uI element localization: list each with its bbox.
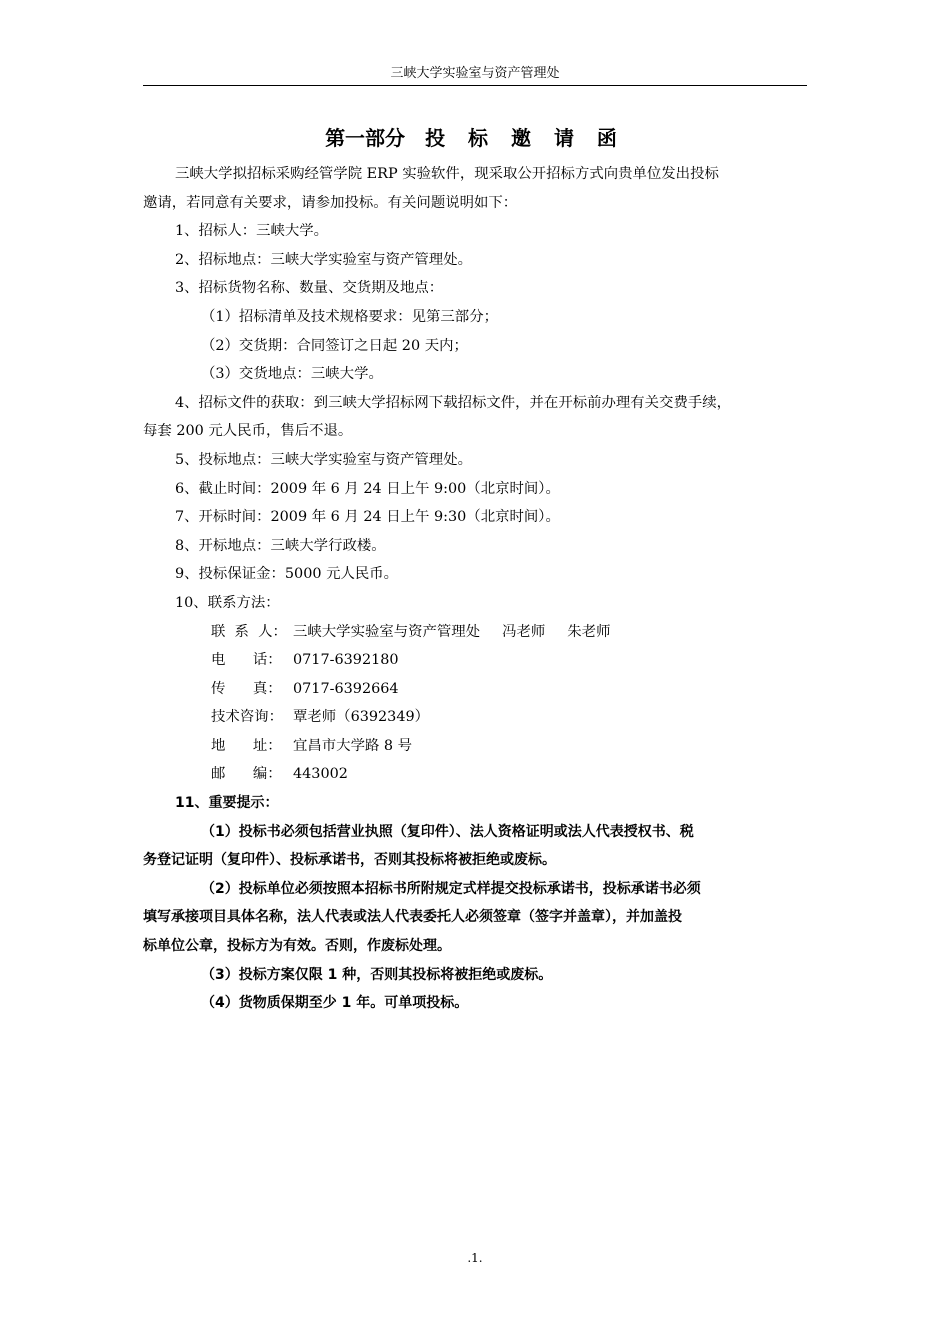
title-part: 第一部分 [325, 126, 406, 150]
item-6: 6、截止时间：2009 年 6 月 24 日上午 9:00（北京时间）。 [175, 480, 560, 497]
contact-postcode-value: 443002 [293, 766, 348, 783]
item-1: 1、招标人：三峡大学。 [175, 223, 329, 240]
contact-tech-row [143, 703, 807, 732]
notice-4: （4）货物质保期至少 1 年。可单项投标。 [201, 995, 469, 1012]
title-name: 投 标 邀 请 函 [425, 126, 625, 150]
contact-address-row [143, 732, 807, 761]
item-4-line-1: 4、招标文件的获取：到三峡大学招标网下载招标文件，并在开标前办理有关交费手续， [175, 394, 732, 411]
contact-phone-value: 0717-6392180 [293, 652, 399, 669]
item-4-line-2: 每套 200 元人民币，售后不退。 [143, 423, 353, 440]
document-body [143, 160, 807, 1018]
contact-tech-value: 覃老师（6392349） [293, 709, 430, 726]
item-3-2: （2）交货期：合同签订之日起 20 天内； [201, 337, 468, 354]
notice-2-line-1: （2）投标单位必须按照本招标书所附规定式样提交投标承诺书，投标承诺书必须 [201, 880, 701, 897]
notice-1-line-2: 务登记证明（复印件）、投标承诺书，否则其投标将被拒绝或废标。 [143, 852, 556, 869]
header-divider [143, 85, 807, 86]
item-9: 9、投标保证金：5000 元人民币。 [175, 566, 399, 583]
contact-address-value: 宜昌市大学路 8 号 [293, 737, 413, 754]
page-number: .1. [467, 1251, 483, 1265]
intro-line-2: 邀请，若同意有关要求，请参加投标。有关问题说明如下： [143, 194, 518, 211]
item-3-3: （3）交货地点：三峡大学。 [201, 366, 383, 383]
item-10: 10、联系方法： [175, 594, 280, 611]
contact-fax-row [143, 675, 807, 704]
notice-1-line-1: （1）投标书必须包括营业执照（复印件）、法人资格证明或法人代表授权书、税 [201, 823, 694, 840]
contact-fax-value: 0717-6392664 [293, 680, 399, 697]
item-8: 8、开标地点：三峡大学行政楼。 [175, 537, 386, 554]
notice-heading: 11、重要提示： [175, 795, 279, 812]
document-title [143, 125, 807, 151]
intro-line-1: 三峡大学拟招标采购经管学院 ERP 实验软件，现采取公开招标方式向贵单位发出投标 [175, 166, 719, 182]
contact-person-row [143, 618, 807, 647]
contact-postcode-row [143, 760, 807, 789]
contact-address-label: 地 址： [211, 737, 282, 754]
item-5: 5、投标地点：三峡大学实验室与资产管理处。 [175, 451, 472, 468]
contact-person-1: 冯老师 [502, 623, 546, 640]
item-2: 2、招标地点：三峡大学实验室与资产管理处。 [175, 251, 472, 268]
contact-person-2: 朱老师 [567, 623, 611, 640]
page-header: 三峡大学实验室与资产管理处 [390, 66, 560, 81]
contact-postcode-label: 邮 编： [211, 766, 282, 783]
contact-person-value: 三峡大学实验室与资产管理处 [293, 623, 481, 640]
contact-phone-row [143, 646, 807, 675]
contact-fax-label: 传 真： [211, 680, 282, 697]
contact-tech-label: 技术咨询： [211, 709, 283, 726]
item-3: 3、招标货物名称、数量、交货期及地点： [175, 280, 444, 297]
item-3-1: （1）招标清单及技术规格要求：见第三部分； [201, 308, 498, 325]
notice-2-line-2: 填写承接项目具体名称，法人代表或法人代表委托人必须签章（签字并盖章），并加盖投 [143, 909, 682, 926]
item-7: 7、开标时间：2009 年 6 月 24 日上午 9:30（北京时间）。 [175, 509, 560, 526]
notice-3: （3）投标方案仅限 1 种，否则其投标将被拒绝或废标。 [201, 966, 553, 983]
notice-2-line-3: 标单位公章，投标方为有效。否则，作废标处理。 [143, 938, 451, 955]
contact-person-label: 联 系 人： [211, 623, 287, 640]
contact-phone-label: 电 话： [211, 652, 282, 669]
